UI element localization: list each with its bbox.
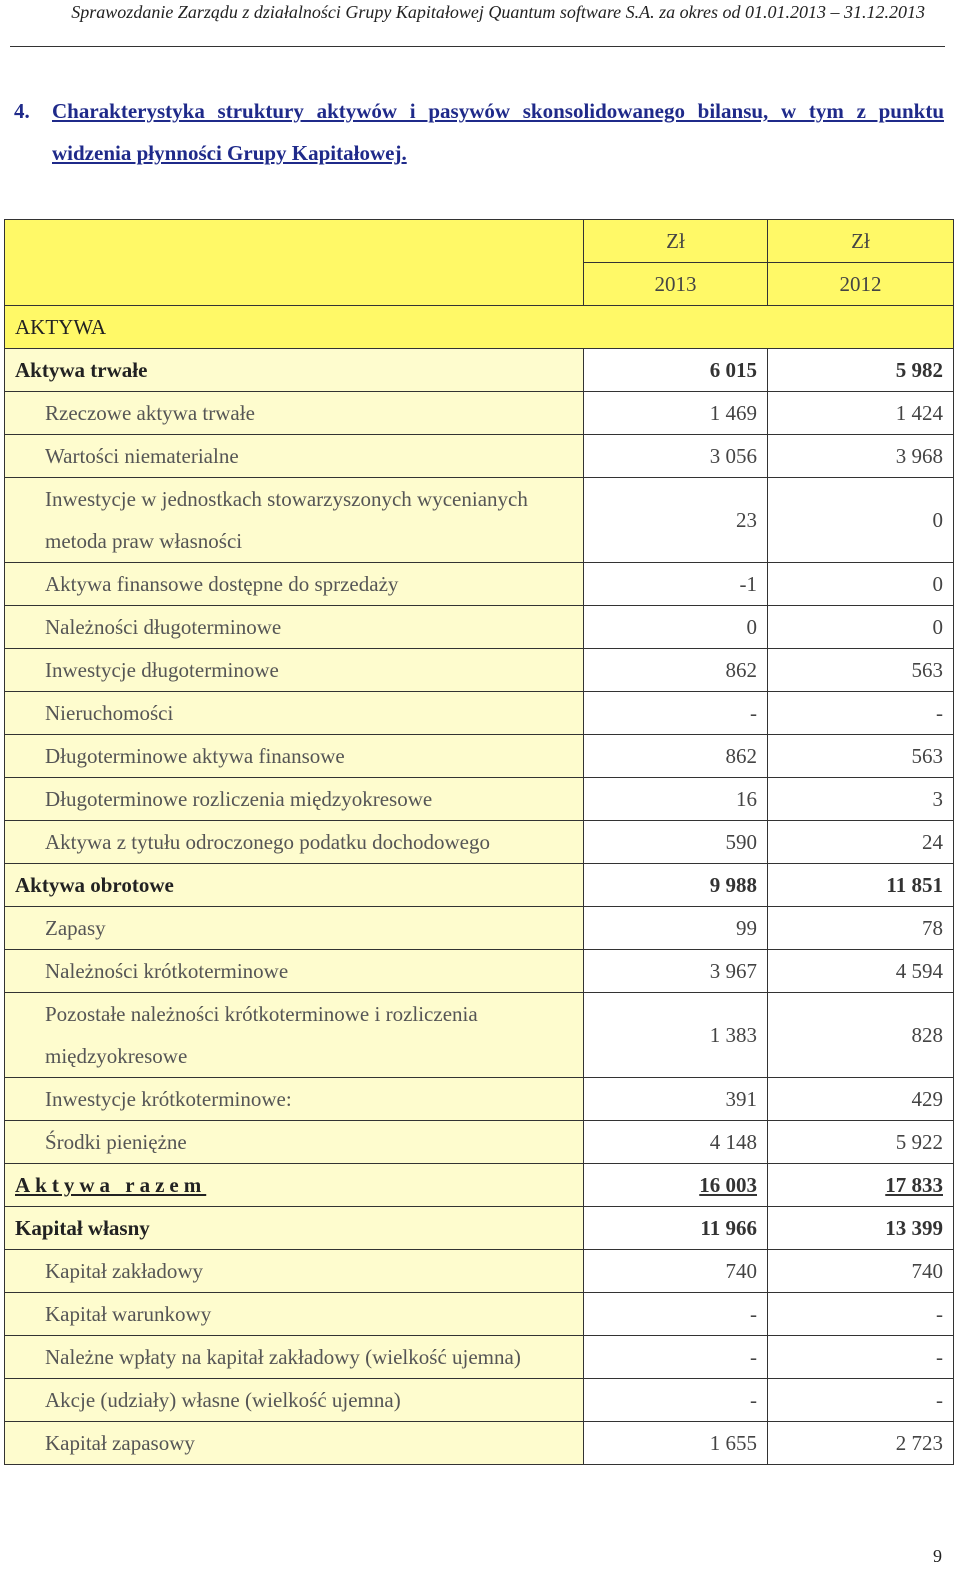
- value-2013: -: [584, 1293, 768, 1336]
- value-2013: 16: [584, 778, 768, 821]
- value-2013: 3 056: [584, 435, 768, 478]
- table-row: [5, 435, 954, 478]
- currency-2012: Zł: [768, 220, 954, 263]
- value-2012: 1 424: [768, 392, 954, 435]
- section-heading: [14, 90, 944, 174]
- value-2012: 429: [768, 1078, 954, 1121]
- row-label: Aktywa obrotowe: [5, 864, 584, 907]
- table-row: [5, 692, 954, 735]
- table-row: [5, 1078, 954, 1121]
- year-2012: 2012: [768, 263, 954, 306]
- value-2013: 0: [584, 606, 768, 649]
- value-2013: -1: [584, 563, 768, 606]
- header-blank-cell: [5, 220, 584, 306]
- table-row: [5, 1379, 954, 1422]
- row-label: Środki pieniężne: [5, 1121, 584, 1164]
- section-number: 4.: [14, 99, 30, 123]
- value-2013: 1 383: [584, 993, 768, 1078]
- value-2013: 1 655: [584, 1422, 768, 1465]
- value-2012: 0: [768, 478, 954, 563]
- value-2012: 563: [768, 735, 954, 778]
- row-label: Aktywa razem: [5, 1164, 584, 1207]
- value-2012: 5 922: [768, 1121, 954, 1164]
- table-row: [5, 349, 954, 392]
- row-label: Długoterminowe rozliczenia międzyokresowe: [5, 778, 584, 821]
- value-2013: 862: [584, 735, 768, 778]
- value-2013: -: [584, 692, 768, 735]
- table-row: [5, 778, 954, 821]
- table-row: [5, 1422, 954, 1465]
- row-label: Inwestycje krótkoterminowe:: [5, 1078, 584, 1121]
- value-2013: 862: [584, 649, 768, 692]
- value-2012: 17 833: [768, 1164, 954, 1207]
- table-row: [5, 1121, 954, 1164]
- table-row: [5, 1207, 954, 1250]
- table-row: [5, 1293, 954, 1336]
- value-2012: 5 982: [768, 349, 954, 392]
- value-2012: 78: [768, 907, 954, 950]
- row-label: Wartości niematerialne: [5, 435, 584, 478]
- page-number: 9: [933, 1546, 942, 1566]
- table-row: [5, 907, 954, 950]
- row-label: Pozostałe należności krótkoterminowe i rozliczenia międzyokresowe: [5, 993, 584, 1078]
- section-aktywa: AKTYWA: [5, 306, 954, 349]
- table-row: [5, 821, 954, 864]
- value-2012: 13 399: [768, 1207, 954, 1250]
- value-2012: 11 851: [768, 864, 954, 907]
- value-2012: -: [768, 1336, 954, 1379]
- value-2013: 590: [584, 821, 768, 864]
- row-label: Zapasy: [5, 907, 584, 950]
- value-2013: 1 469: [584, 392, 768, 435]
- row-label: Rzeczowe aktywa trwałe: [5, 392, 584, 435]
- page-header: [10, 0, 945, 47]
- value-2012: 4 594: [768, 950, 954, 993]
- value-2012: -: [768, 1379, 954, 1422]
- row-label: Aktywa trwałe: [5, 349, 584, 392]
- row-label: Należności długoterminowe: [5, 606, 584, 649]
- row-label: Kapitał warunkowy: [5, 1293, 584, 1336]
- year-2013: 2013: [584, 263, 768, 306]
- table-row: [5, 993, 954, 1078]
- value-2012: -: [768, 1293, 954, 1336]
- value-2012: 2 723: [768, 1422, 954, 1465]
- value-2013: 99: [584, 907, 768, 950]
- value-2012: 828: [768, 993, 954, 1078]
- value-2013: 4 148: [584, 1121, 768, 1164]
- value-2012: 563: [768, 649, 954, 692]
- currency-2013: Zł: [584, 220, 768, 263]
- row-label: Należności krótkoterminowe: [5, 950, 584, 993]
- value-2012: 0: [768, 606, 954, 649]
- table-row: [5, 950, 954, 993]
- header-title: Sprawozdanie Zarządu z działalności Grupy Kapitałowej Quantum software S.A. za okres od 01.01.2013 – 31.12.2013: [71, 2, 925, 22]
- value-2012: 3: [768, 778, 954, 821]
- value-2012: -: [768, 692, 954, 735]
- value-2013: 740: [584, 1250, 768, 1293]
- row-label: Kapitał zakładowy: [5, 1250, 584, 1293]
- table-row: [5, 478, 954, 563]
- balance-sheet-table: [4, 219, 954, 1465]
- row-label: Inwestycje długoterminowe: [5, 649, 584, 692]
- row-label: Kapitał zapasowy: [5, 1422, 584, 1465]
- table-row: [5, 1336, 954, 1379]
- value-2012: 24: [768, 821, 954, 864]
- table-row: [5, 563, 954, 606]
- value-2012: 3 968: [768, 435, 954, 478]
- row-label: Nieruchomości: [5, 692, 584, 735]
- table-row: [5, 864, 954, 907]
- table-row: [5, 606, 954, 649]
- row-label: Inwestycje w jednostkach stowarzyszonych wycenianych metoda praw własności: [5, 478, 584, 563]
- table-row: [5, 1250, 954, 1293]
- section-title: Charakterystyka struktury aktywów i pasywów skonsolidowanego bilansu, w tym z punktu widzenia płynności Grupy Kapitałowej.: [52, 99, 944, 165]
- row-label: Aktywa z tytułu odroczonego podatku dochodowego: [5, 821, 584, 864]
- row-label: Należne wpłaty na kapitał zakładowy (wielkość ujemna): [5, 1336, 584, 1379]
- value-2013: 6 015: [584, 349, 768, 392]
- value-2013: 3 967: [584, 950, 768, 993]
- row-label: Długoterminowe aktywa finansowe: [5, 735, 584, 778]
- value-2012: 0: [768, 563, 954, 606]
- value-2013: 23: [584, 478, 768, 563]
- row-label: Kapitał własny: [5, 1207, 584, 1250]
- table-row: [5, 649, 954, 692]
- row-label: Akcje (udziały) własne (wielkość ujemna): [5, 1379, 584, 1422]
- value-2013: 391: [584, 1078, 768, 1121]
- table-row: [5, 1164, 954, 1207]
- row-label: Aktywa finansowe dostępne do sprzedaży: [5, 563, 584, 606]
- table-row: [5, 735, 954, 778]
- value-2013: -: [584, 1336, 768, 1379]
- value-2013: 9 988: [584, 864, 768, 907]
- value-2013: -: [584, 1379, 768, 1422]
- value-2013: 16 003: [584, 1164, 768, 1207]
- value-2013: 11 966: [584, 1207, 768, 1250]
- value-2012: 740: [768, 1250, 954, 1293]
- table-row: [5, 392, 954, 435]
